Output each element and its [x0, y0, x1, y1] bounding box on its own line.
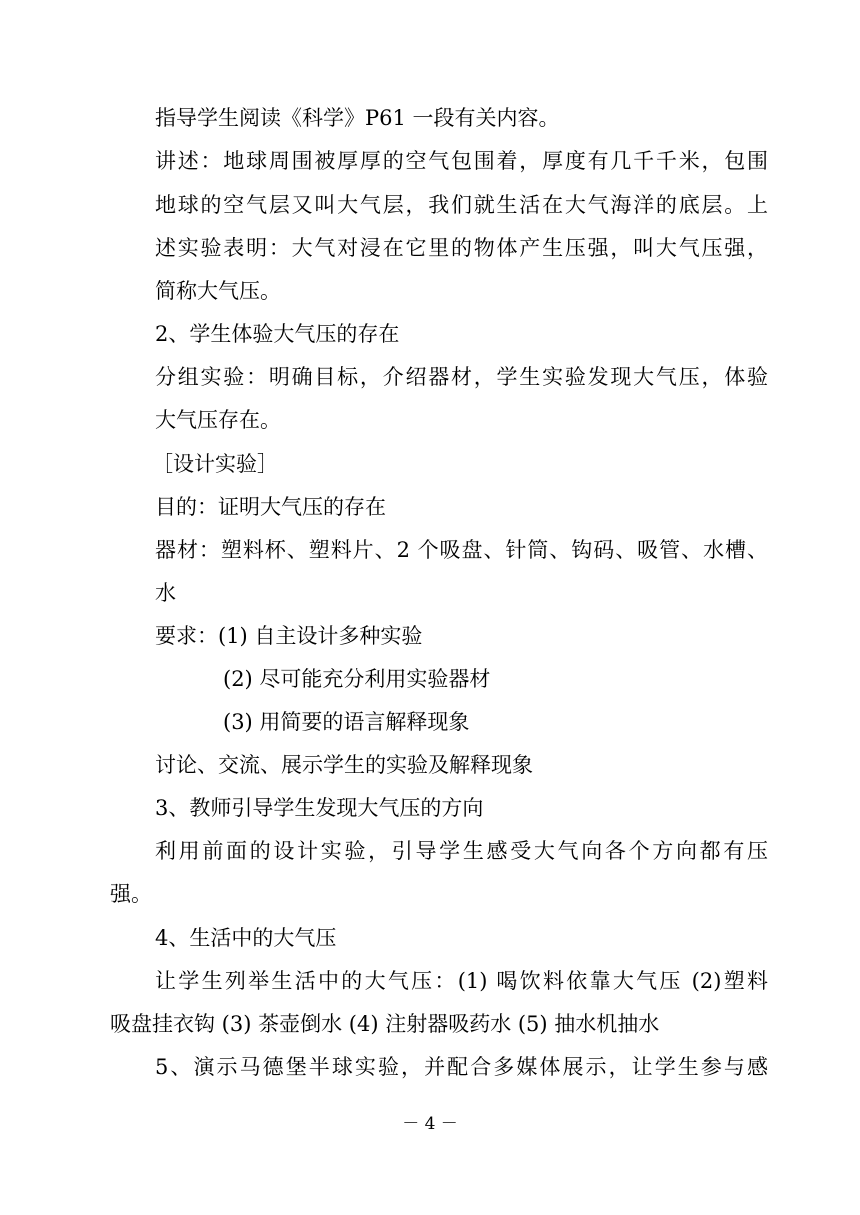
text-line-12: 水: [155, 581, 176, 605]
requirement-line-3: (3) 用简要的语言解释现象: [223, 710, 470, 734]
text-line-10: 目的：证明大气压的存在: [155, 495, 386, 519]
text-line-19: 强。: [110, 882, 152, 906]
text-line-2: 讲述：地球周围被厚厚的空气包围着，厚度有几千千米，包围: [155, 149, 768, 173]
text-line-18: 利用前面的设计实验，引导学生感受大气向各个方向都有压: [155, 839, 768, 863]
text-line-21: 让学生列举生活中的大气压：(1) 喝饮料依靠大气压 (2)塑料: [155, 969, 768, 993]
text-line-11: 器材：塑料杯、塑料片、2 个吸盘、针筒、钩码、吸管、水槽、: [155, 538, 768, 562]
requirement-line-1: 要求：(1) 自主设计多种实验: [155, 624, 423, 648]
text-line-7: 分组实验：明确目标，介绍器材，学生实验发现大气压，体验: [155, 365, 768, 389]
requirement-line-2: (2) 尽可能充分利用实验器材: [223, 667, 491, 691]
text-line-8: 大气压存在。: [155, 408, 281, 432]
section-heading-4: 4、生活中的大气压: [155, 926, 337, 950]
text-line-4: 述实验表明：大气对浸在它里的物体产生压强，叫大气压强，: [155, 236, 768, 260]
page-number: － 4 －: [402, 1114, 458, 1134]
text-line-16: 讨论、交流、展示学生的实验及解释现象: [155, 753, 533, 777]
text-line-22: 吸盘挂衣钩 (3) 茶壶倒水 (4) 注射器吸药水 (5) 抽水机抽水: [110, 1012, 660, 1036]
section-heading-2: 2、学生体验大气压的存在: [155, 322, 400, 346]
design-experiment-heading: ［设计实验］: [152, 452, 278, 476]
section-heading-5: 5、演示马德堡半球实验，并配合多媒体展示，让学生参与感: [155, 1055, 768, 1079]
text-line-3: 地球的空气层又叫大气层，我们就生活在大气海洋的底层。上: [155, 193, 768, 217]
text-line-5: 简称大气压。: [155, 279, 281, 303]
text-line-1: 指导学生阅读《科学》P61 一段有关内容。: [155, 106, 560, 130]
section-heading-3: 3、教师引导学生发现大气压的方向: [155, 796, 484, 820]
